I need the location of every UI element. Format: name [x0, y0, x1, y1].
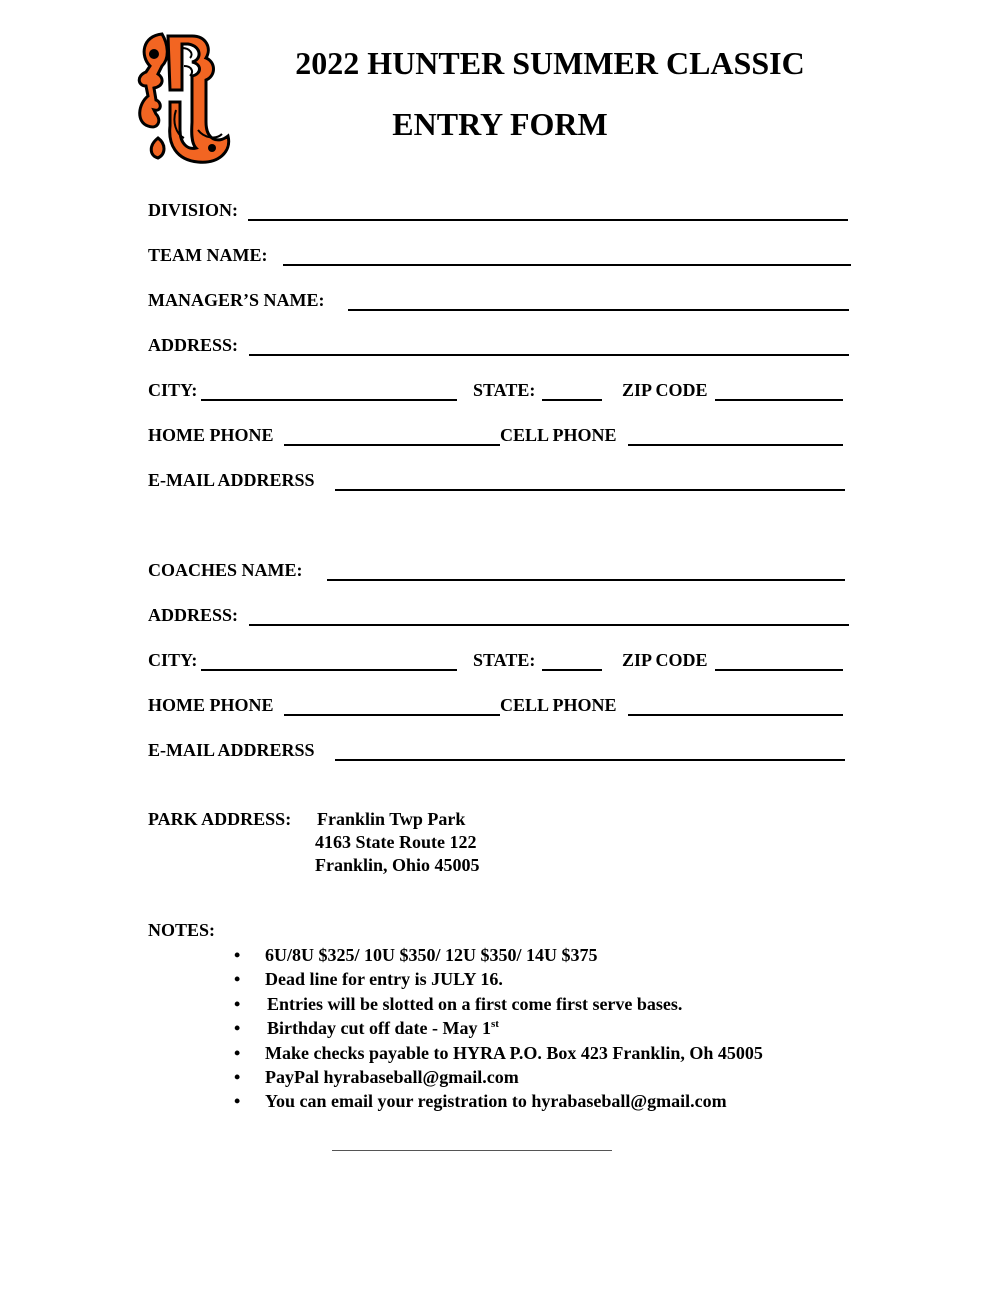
signature-line[interactable]: [332, 1150, 612, 1151]
form-title: 2022 HUNTER SUMMER CLASSIC: [295, 45, 805, 81]
list-item: • Birthday cut off date - May 1st: [234, 1018, 499, 1039]
list-item: • Dead line for entry is JULY 16.: [234, 969, 503, 990]
bullet-icon: •: [234, 993, 241, 1014]
birthday-suffix: st: [490, 1018, 499, 1031]
coach-cell-phone-label: CELL PHONE: [500, 695, 617, 715]
coach-home-phone-field[interactable]: [284, 714, 500, 716]
coach-state-field[interactable]: [542, 669, 602, 671]
coaches-name-field[interactable]: [327, 579, 845, 581]
team-name-label: TEAM NAME:: [148, 245, 268, 265]
list-item: • Entries will be slotted on a first come first serve bases.: [234, 993, 683, 1014]
bullet-icon: •: [234, 1018, 241, 1039]
coach-city-label: CITY:: [148, 650, 198, 670]
list-item: • 6U/8U $325/ 10U $350/ 12U $350/ 14U $375: [234, 945, 598, 965]
coach-zip-label: ZIP CODE: [622, 650, 708, 670]
list-item: • You can email your registration to hyrabaseball@gmail.com: [234, 1091, 727, 1112]
coach-home-phone-label: HOME PHONE: [148, 695, 274, 715]
manager-cell-phone-field[interactable]: [628, 444, 843, 446]
bullet-icon: •: [234, 1066, 241, 1087]
park-address-line3: Franklin, Ohio 45005: [315, 855, 480, 875]
notes-heading: NOTES:: [148, 920, 216, 940]
bullet-icon: •: [234, 1042, 241, 1063]
park-address-line2: 4163 State Route 122: [315, 832, 477, 852]
list-item: • PayPal hyrabaseball@gmail.com: [234, 1066, 519, 1087]
manager-name-label: MANAGER’S NAME:: [148, 290, 325, 310]
list-item: • Make checks payable to HYRA P.O. Box 423 Franklin, Oh 45005: [234, 1042, 763, 1063]
park-address-label: PARK ADDRESS:: [148, 809, 292, 829]
manager-city-label: CITY:: [148, 380, 198, 400]
manager-name-field[interactable]: [348, 309, 849, 311]
form-subtitle: ENTRY FORM: [392, 106, 608, 142]
team-name-field[interactable]: [283, 264, 851, 266]
coach-email-label: E-MAIL ADDRERSS: [148, 740, 315, 760]
manager-home-phone-label: HOME PHONE: [148, 425, 274, 445]
manager-cell-phone-label: CELL PHONE: [500, 425, 617, 445]
coach-email-field[interactable]: [335, 759, 845, 761]
coach-state-label: STATE:: [473, 650, 536, 670]
coach-address-label: ADDRESS:: [148, 605, 239, 625]
coach-city-field[interactable]: [201, 669, 457, 671]
park-address-line1: Franklin Twp Park: [317, 809, 466, 829]
manager-email-label: E-MAIL ADDRERSS: [148, 470, 315, 490]
manager-city-field[interactable]: [201, 399, 457, 401]
bullet-icon: •: [234, 1091, 241, 1112]
manager-zip-label: ZIP CODE: [622, 380, 708, 400]
bullet-icon: •: [234, 969, 241, 990]
coach-address-field[interactable]: [249, 624, 849, 626]
bullet-icon: •: [234, 945, 241, 965]
coach-cell-phone-field[interactable]: [628, 714, 843, 716]
notes-list: [232, 944, 763, 1115]
division-field[interactable]: [248, 219, 848, 221]
coach-zip-field[interactable]: [715, 669, 843, 671]
manager-state-label: STATE:: [473, 380, 536, 400]
coaches-name-label: COACHES NAME:: [148, 560, 303, 580]
manager-email-field[interactable]: [335, 489, 845, 491]
manager-zip-field[interactable]: [715, 399, 843, 401]
manager-state-field[interactable]: [542, 399, 602, 401]
manager-home-phone-field[interactable]: [284, 444, 500, 446]
division-label: DIVISION:: [148, 200, 239, 220]
manager-address-field[interactable]: [249, 354, 849, 356]
manager-address-label: ADDRESS:: [148, 335, 239, 355]
